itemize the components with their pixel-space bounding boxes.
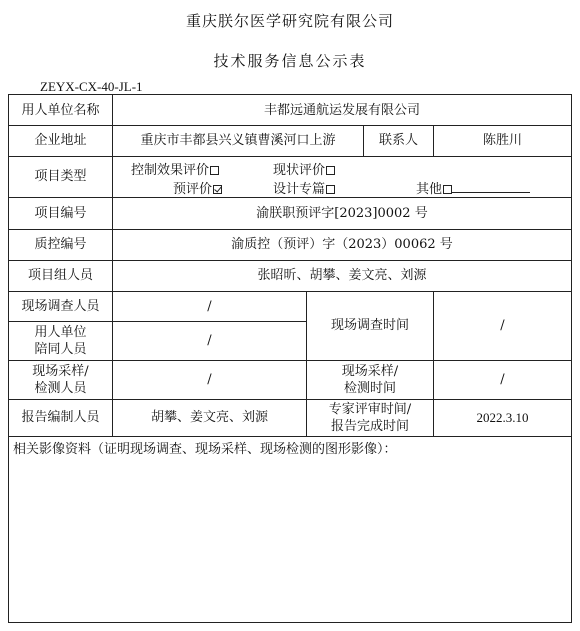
checkbox-icon[interactable] [326, 166, 335, 175]
survey-staff-label: 现场调查人员 [21, 298, 100, 314]
option-current-status[interactable] [273, 159, 335, 178]
review-time-label-line2: 报告完成时间 [330, 418, 409, 434]
survey-time-value: / [500, 318, 505, 333]
contact-value: 陈胜川 [482, 133, 522, 148]
report-staff-value: 胡攀、姜文亮、刘源 [150, 410, 268, 425]
checkbox-icon[interactable] [210, 166, 219, 175]
contact-label: 联系人 [378, 133, 418, 148]
doc-number: ZEYX-CX-40-JL-1 [40, 79, 143, 94]
sampling-time-label-line1: 现场采样/ [341, 363, 399, 379]
option-design-chapter[interactable] [273, 178, 335, 197]
survey-time-label: 现场调查时间 [330, 318, 409, 333]
review-time-label-line1: 专家评审时间/ [328, 401, 412, 417]
project-no-value: 渝朕职预评字[2023]0002 号 [256, 205, 428, 221]
sampling-staff-label [9, 360, 112, 399]
sampling-time-value: / [500, 372, 505, 387]
form-title: 技术服务信息公示表 [213, 52, 367, 70]
checkbox-icon[interactable] [443, 185, 452, 194]
sampling-staff-label-line2: 检测人员 [34, 380, 87, 396]
employer-staff-label-line2: 陪同人员 [34, 341, 87, 357]
sampling-time-label [307, 360, 433, 399]
option-control-effect[interactable] [131, 159, 219, 178]
checkbox-icon[interactable] [326, 185, 335, 194]
report-staff-label: 报告编制人员 [21, 410, 100, 425]
option-other[interactable] [416, 178, 530, 197]
survey-staff-value: / [207, 298, 212, 314]
sampling-time-label-line2: 检测时间 [343, 380, 396, 396]
images-label: 相关影像资料（证明现场调查、现场采样、现场检测的图形影像）： [13, 442, 397, 457]
members-value: 张昭昕、胡攀、姜文亮、刘源 [257, 268, 427, 283]
option-label: 现状评价 [273, 163, 326, 178]
employer-staff-label-line1: 用人单位 [34, 324, 87, 340]
option-pre-evaluation[interactable] [173, 178, 222, 197]
qc-no-value: 渝质控（预评）字（2023）00062 号 [231, 237, 453, 252]
other-underline [452, 180, 530, 193]
qc-no-label: 质控编号 [34, 237, 87, 252]
employer-value: 丰都远通航运发展有限公司 [263, 102, 420, 118]
company-name: 重庆朕尔医学研究院有限公司 [185, 12, 394, 30]
sampling-staff-value: / [207, 372, 212, 387]
review-time-label [307, 399, 433, 436]
project-type-label: 项目类型 [34, 169, 87, 184]
checkbox-checked-icon[interactable] [213, 185, 222, 194]
employer-staff-value: / [207, 333, 212, 348]
address-value: 重庆市丰都县兴义镇曹溪河口上游 [140, 133, 336, 148]
project-no-label: 项目编号 [34, 205, 87, 221]
sampling-staff-label-line1: 现场采样/ [32, 363, 89, 379]
option-label: 其他 [416, 182, 443, 197]
option-label: 控制效果评价 [131, 163, 210, 178]
info-table [8, 94, 572, 623]
review-time-value: 2022.3.10 [476, 410, 529, 425]
members-label: 项目组人员 [27, 268, 93, 283]
employer-staff-label [9, 321, 112, 360]
employer-label: 用人单位名称 [21, 102, 100, 118]
address-label: 企业地址 [34, 133, 87, 148]
option-label: 预评价 [173, 182, 213, 197]
option-label: 设计专篇 [273, 182, 326, 197]
